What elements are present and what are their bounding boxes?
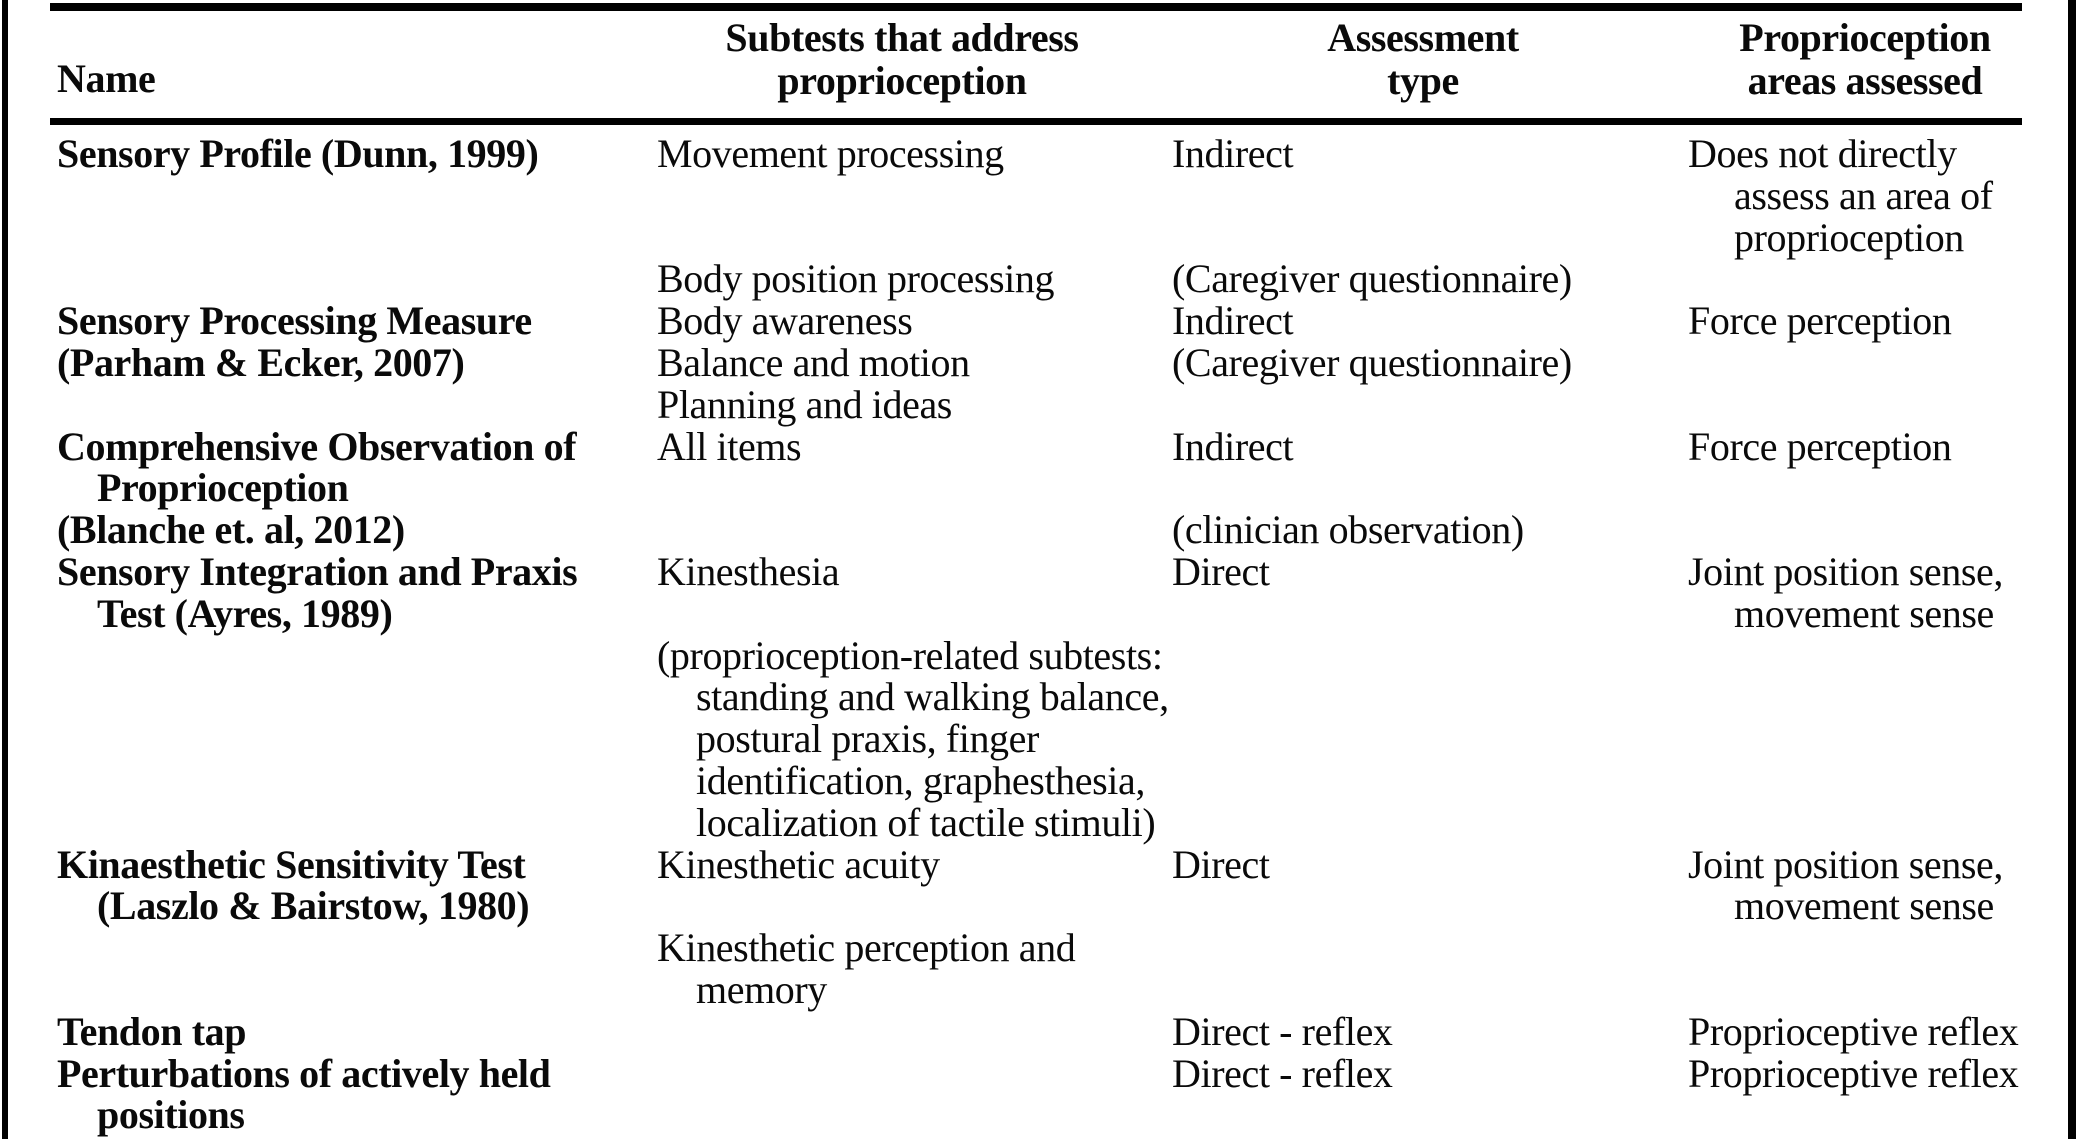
table-cell-areas-r2: proprioception <box>1734 215 1964 260</box>
table-cell-subtests-r14: postural praxis, finger <box>696 716 1039 761</box>
table-cell-subtests-r17: Kinesthetic acuity <box>657 842 940 887</box>
table-cell-subtests-r13: standing and walking balance, <box>696 674 1169 719</box>
column-header-subtests-line2: proprioception <box>777 58 1027 103</box>
table-cell-subtests-r4: Body awareness <box>657 298 913 343</box>
table-cell-areas-r17: Joint position sense, <box>1688 842 2003 887</box>
table-cell-areas-r1: assess an area of <box>1734 173 1993 218</box>
table-cell-subtests-r7: All items <box>657 424 802 469</box>
table-cell-type-r0: Indirect <box>1172 131 1294 176</box>
table-cell-areas-r21: Proprioceptive reflex <box>1688 1009 2019 1054</box>
table-cell-name-r8: Proprioception <box>97 465 349 510</box>
column-header-subtests-line1: Subtests that address <box>725 15 1079 60</box>
table-cell-areas-r10: Joint position sense, <box>1688 549 2003 594</box>
table-header-rule <box>50 118 2022 125</box>
table-cell-subtests-r12: (proprioception-related subtests: <box>657 633 1163 678</box>
table-cell-subtests-r10: Kinesthesia <box>657 549 840 594</box>
table-cell-name-r4: Sensory Processing Measure <box>57 298 532 343</box>
table-cell-areas-r7: Force perception <box>1688 424 1952 469</box>
table-cell-name-r21: Tendon tap <box>57 1009 247 1054</box>
table-cell-subtests-r16: localization of tactile stimuli) <box>696 800 1156 845</box>
table-cell-type-r7: Indirect <box>1172 424 1294 469</box>
table-cell-name-r0: Sensory Profile (Dunn, 1999) <box>57 131 539 176</box>
column-header-type-line2: type <box>1387 58 1459 103</box>
column-header-areas-line2: areas assessed <box>1747 58 1983 103</box>
table-cell-name-r11: Test (Ayres, 1989) <box>97 591 393 636</box>
column-header-name-label: Name <box>57 56 156 101</box>
table-cell-name-r18: (Laszlo & Bairstow, 1980) <box>97 883 530 928</box>
table-top-rule <box>50 3 2022 11</box>
table-cell-subtests-r0: Movement processing <box>657 131 1004 176</box>
table-cell-subtests-r15: identification, graphesthesia, <box>696 758 1145 803</box>
table-cell-type-r5: (Caregiver questionnaire) <box>1172 340 1572 385</box>
table-cell-areas-r22: Proprioceptive reflex <box>1688 1051 2019 1096</box>
table-cell-areas-r0: Does not directly <box>1688 131 1957 176</box>
table-cell-areas-r4: Force perception <box>1688 298 1952 343</box>
table-cell-type-r22: Direct - reflex <box>1172 1051 1393 1096</box>
table-cell-areas-r11: movement sense <box>1734 591 1994 636</box>
table-cell-name-r17: Kinaesthetic Sensitivity Test <box>57 842 526 887</box>
table-cell-name-r10: Sensory Integration and Praxis <box>57 549 578 594</box>
table-cell-subtests-r6: Planning and ideas <box>657 382 952 427</box>
column-header-proprioception-areas <box>1665 16 2065 102</box>
table-cell-subtests-r20: memory <box>696 967 827 1012</box>
table-cell-subtests-r5: Balance and motion <box>657 340 970 385</box>
column-header-subtests <box>602 16 1202 102</box>
table-cell-type-r9: (clinician observation) <box>1172 507 1524 552</box>
table-cell-subtests-r19: Kinesthetic perception and <box>657 925 1076 970</box>
table-cell-type-r3: (Caregiver questionnaire) <box>1172 256 1572 301</box>
table-cell-type-r17: Direct <box>1172 842 1270 887</box>
table-cell-name-r5: (Parham & Ecker, 2007) <box>57 340 465 385</box>
table-cell-type-r4: Indirect <box>1172 298 1294 343</box>
table-cell-areas-r18: movement sense <box>1734 883 1994 928</box>
table-body <box>0 133 2081 1139</box>
table-cell-name-r9: (Blanche et. al, 2012) <box>57 507 405 552</box>
column-header-name <box>57 57 155 100</box>
table-cell-subtests-r3: Body position processing <box>657 256 1055 301</box>
column-header-assessment-type <box>1223 16 1623 102</box>
table-cell-type-r21: Direct - reflex <box>1172 1009 1393 1054</box>
column-header-type-line1: Assessment <box>1327 15 1519 60</box>
table-cell-name-r22: Perturbations of actively held <box>57 1051 551 1096</box>
table-cell-type-r10: Direct <box>1172 549 1270 594</box>
table-cell-name-r23: positions <box>97 1092 245 1137</box>
column-header-areas-line1: Proprioception <box>1739 15 1991 60</box>
table-cell-name-r7: Comprehensive Observation of <box>57 424 577 469</box>
